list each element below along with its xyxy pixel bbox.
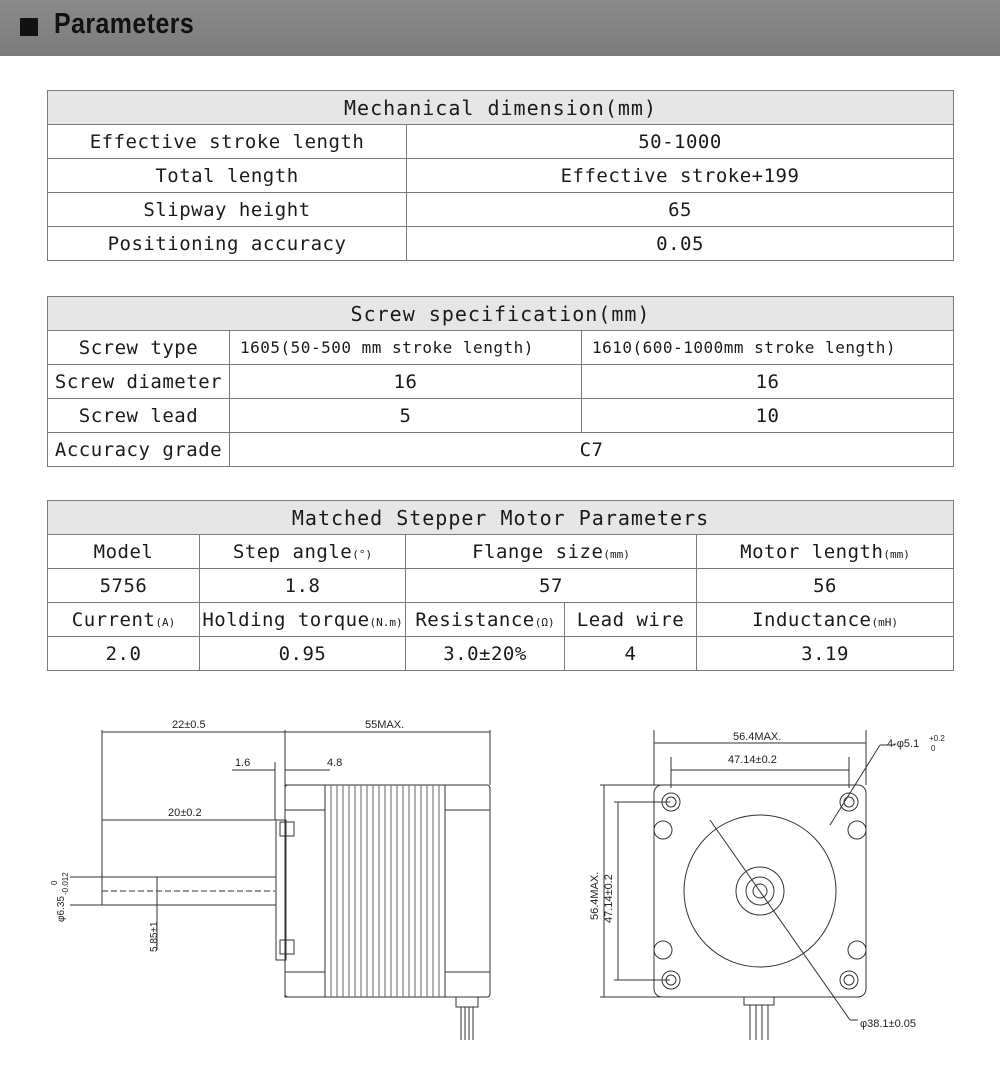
dim-flat-length: 20±0.2 — [168, 807, 202, 819]
table-row — [48, 603, 954, 637]
lead-wire-value: 4 — [565, 637, 697, 671]
section-title: Parameters — [54, 8, 195, 40]
accuracy-grade-label: Accuracy grade — [48, 433, 230, 467]
table-row — [48, 365, 954, 399]
row-value: Effective stroke+199 — [407, 159, 954, 193]
flange-size-value: 57 — [406, 569, 697, 603]
screw-lead-label: Screw lead — [48, 399, 230, 433]
dim-flange-thickness: 1.6 — [235, 757, 251, 769]
dim-mounting-holes — [887, 734, 945, 753]
dim-body-height: 56.4MAX. — [589, 871, 601, 920]
bullet-square-icon — [20, 18, 38, 36]
table-row — [48, 193, 954, 227]
motor-title: Matched Stepper Motor Parameters — [48, 501, 954, 535]
motor-length-label: Motor length(mm) — [697, 535, 954, 569]
row-label: Total length — [48, 159, 407, 193]
table-row — [48, 227, 954, 261]
table-row — [48, 399, 954, 433]
motor-parameters-table — [47, 500, 954, 671]
screw-title: Screw specification(mm) — [48, 297, 954, 331]
current-value: 2.0 — [48, 637, 200, 671]
motor-length-value: 56 — [697, 569, 954, 603]
section-header — [0, 0, 1000, 56]
resistance-label: Resistance(Ω) — [406, 603, 565, 637]
table-row — [48, 331, 954, 365]
svg-text:4-φ5.1: 4-φ5.1 — [887, 738, 920, 750]
lead-wire-label: Lead wire — [565, 603, 697, 637]
svg-text:0: 0 — [50, 880, 59, 885]
dim-boss-length: 4.8 — [327, 757, 343, 769]
screw-specification-table — [47, 296, 954, 467]
model-value: 5756 — [48, 569, 200, 603]
svg-text:0: 0 — [931, 744, 936, 753]
holding-torque-value: 0.95 — [200, 637, 406, 671]
dim-shaft-diameter — [50, 872, 70, 922]
dim-flat-depth: 5.85±1 — [149, 921, 160, 952]
resistance-value: 3.0±20% — [406, 637, 565, 671]
screw-type-a: 1605(50-500 mm stroke length) — [230, 331, 582, 365]
dim-boss-diameter: φ38.1±0.05 — [860, 1018, 916, 1030]
dim-body-length: 55MAX. — [365, 719, 405, 731]
screw-lead-a: 5 — [230, 399, 582, 433]
dim-body-width: 56.4MAX. — [733, 731, 782, 743]
model-label: Model — [48, 535, 200, 569]
screw-type-b: 1610(600-1000mm stroke length) — [582, 331, 954, 365]
inductance-value: 3.19 — [697, 637, 954, 671]
motor-technical-drawing — [0, 690, 1000, 1060]
screw-diameter-label: Screw diameter — [48, 365, 230, 399]
svg-text:+0.2: +0.2 — [929, 734, 945, 743]
dim-shaft-length: 22±0.5 — [172, 719, 206, 731]
flange-size-label: Flange size(mm) — [406, 535, 697, 569]
table-row — [48, 637, 954, 671]
table-row — [48, 125, 954, 159]
screw-type-label: Screw type — [48, 331, 230, 365]
table-row — [48, 159, 954, 193]
svg-text:φ6.35: φ6.35 — [56, 896, 67, 922]
screw-diameter-b: 16 — [582, 365, 954, 399]
step-angle-label: Step angle(°) — [200, 535, 406, 569]
row-label: Slipway height — [48, 193, 407, 227]
row-value: 50-1000 — [407, 125, 954, 159]
step-angle-value: 1.8 — [200, 569, 406, 603]
table-row — [48, 535, 954, 569]
current-label: Current(A) — [48, 603, 200, 637]
screw-lead-b: 10 — [582, 399, 954, 433]
dim-hole-spacing: 47.14±0.2 — [728, 754, 777, 766]
screw-diameter-a: 16 — [230, 365, 582, 399]
row-label: Effective stroke length — [48, 125, 407, 159]
row-label: Positioning accuracy — [48, 227, 407, 261]
accuracy-grade-value: C7 — [230, 433, 954, 467]
svg-text:-0.012: -0.012 — [61, 872, 70, 895]
mechanical-dimension-table — [47, 90, 954, 261]
dim-hole-spacing-vertical: 47.14±0.2 — [603, 874, 615, 923]
table-row — [48, 433, 954, 467]
table-row — [48, 569, 954, 603]
inductance-label: Inductance(mH) — [697, 603, 954, 637]
row-value: 0.05 — [407, 227, 954, 261]
holding-torque-label: Holding torque(N.m) — [200, 603, 406, 637]
mechanical-title: Mechanical dimension(mm) — [48, 91, 954, 125]
row-value: 65 — [407, 193, 954, 227]
